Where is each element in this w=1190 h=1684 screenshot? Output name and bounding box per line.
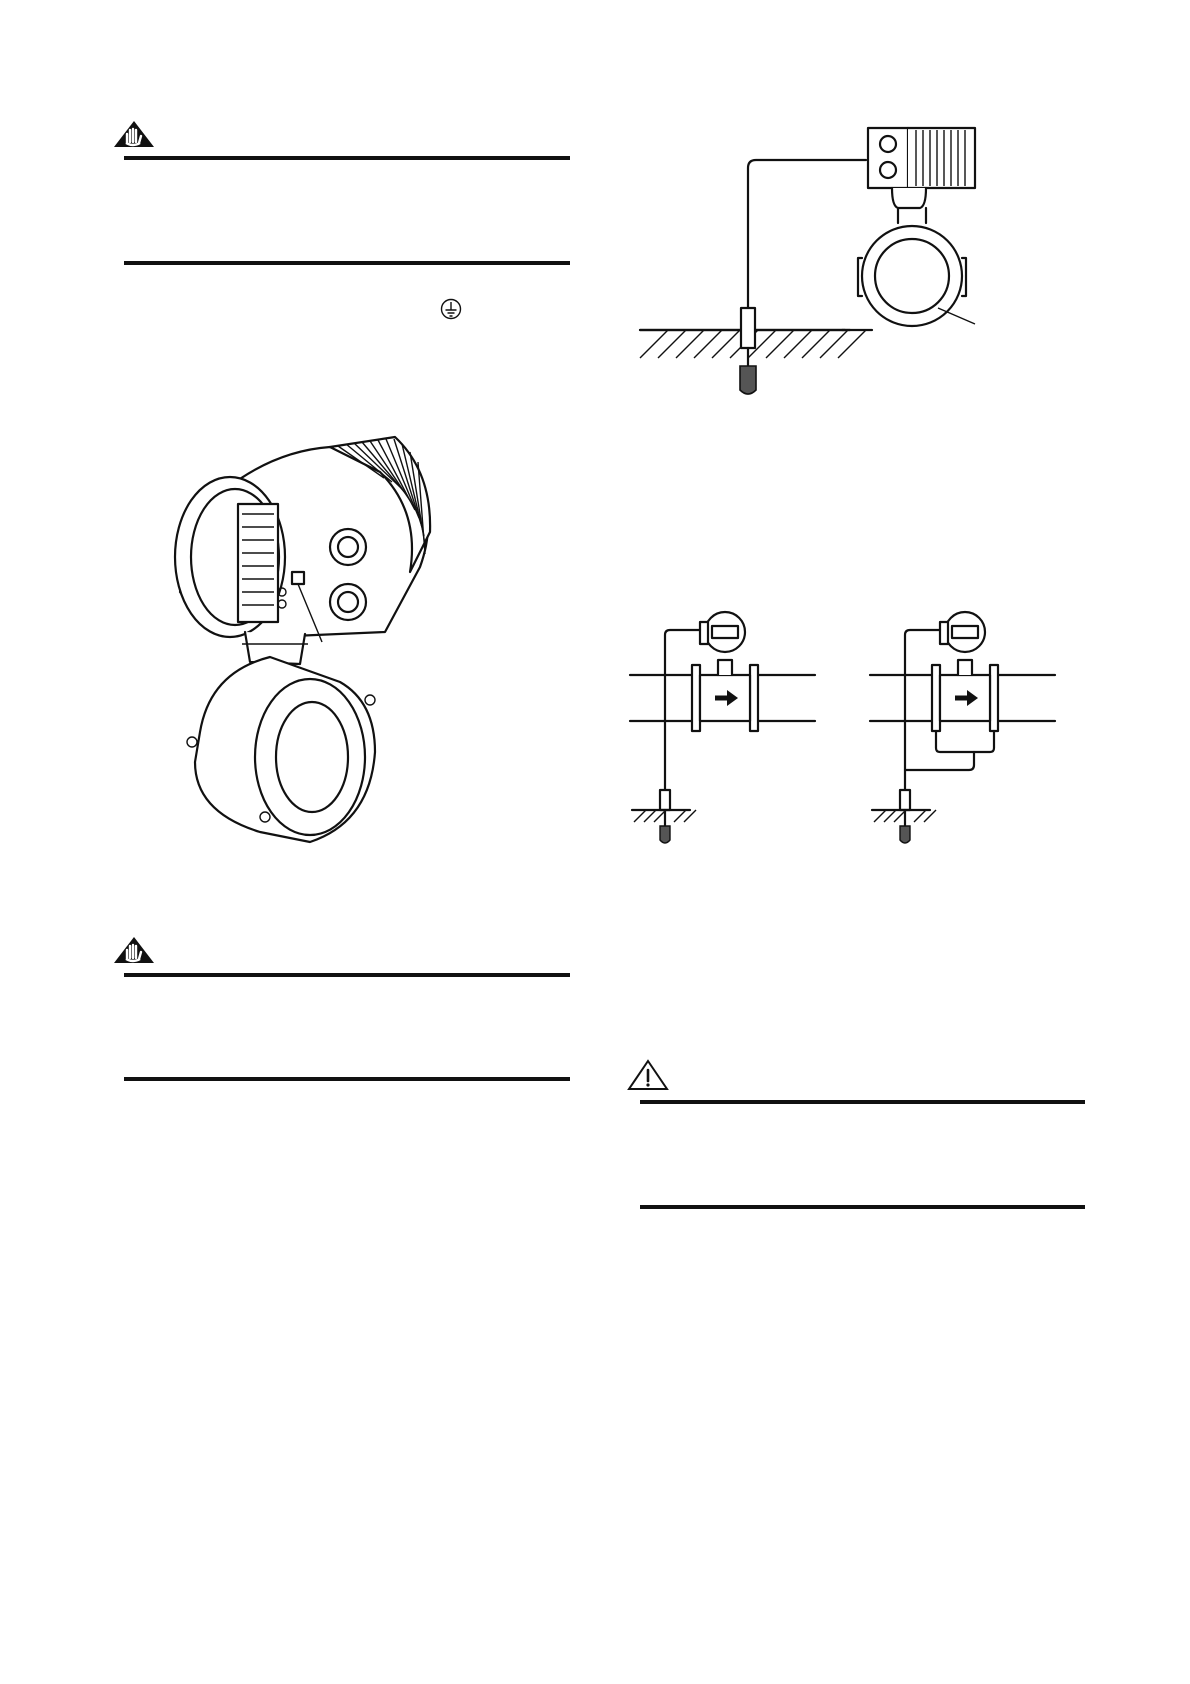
flowmeter-terminal-illustration xyxy=(170,432,470,882)
caution-top-rule xyxy=(640,1100,1085,1104)
grounding-diagram-bonded xyxy=(870,600,1060,850)
important-hand-icon-1 xyxy=(112,119,156,149)
important-top-rule-1 xyxy=(124,156,570,160)
important-bottom-rule-1 xyxy=(124,261,570,265)
important-top-rule-2 xyxy=(124,973,570,977)
caution-triangle-icon xyxy=(627,1059,669,1091)
protective-ground-icon xyxy=(440,298,462,320)
grounding-diagram-single xyxy=(630,600,820,850)
grounding-diagram-remote xyxy=(630,118,1010,403)
important-bottom-rule-2 xyxy=(124,1077,570,1081)
caution-bottom-rule xyxy=(640,1205,1085,1209)
important-hand-icon-2 xyxy=(112,935,156,965)
